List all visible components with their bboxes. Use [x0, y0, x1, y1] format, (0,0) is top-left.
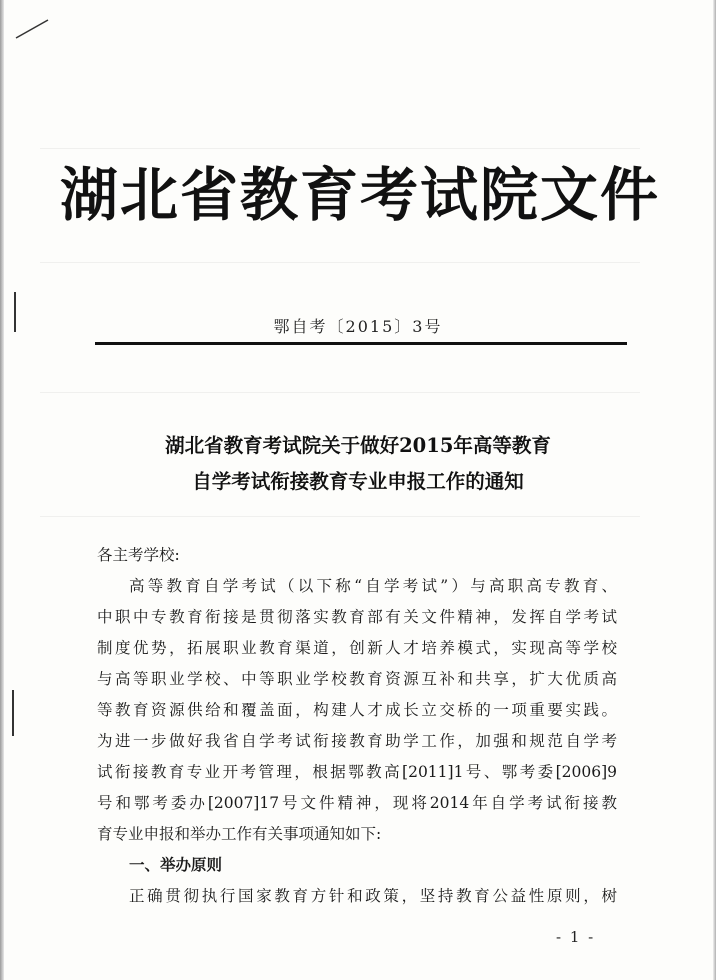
body-paragraph-line: 与高等职业学校、中等职业学校教育资源互补和共享，扩大优质高 [97, 670, 617, 688]
corner-scratch-mark [14, 16, 54, 40]
body-paragraph-line: 等教育资源供给和覆盖面，构建人才成长立交桥的一项重要实践。 [97, 701, 617, 719]
body-paragraph-line: 试衔接教育专业开考管理，根据鄂教高[2011]1号、鄂考委[2006]9 [97, 763, 617, 781]
body-paragraph-line: 制度优势，拓展职业教育渠道，创新人才培养模式，实现高等学校 [97, 639, 617, 657]
body-paragraph-line: 育专业申报和举办工作有关事项通知如下: [97, 825, 382, 843]
scan-bleed-line [40, 148, 640, 149]
page-number: - 1 - [556, 928, 596, 946]
notice-title-line: 自学考试衔接教育专业申报工作的通知 [192, 470, 524, 493]
header-divider-rule [95, 342, 627, 345]
body-paragraph-line: 高等教育自学考试（以下称“自学考试”）与高职高专教育、 [129, 577, 617, 595]
document-number: 鄂自考〔2015〕3号 [273, 317, 443, 336]
margin-binding-mark [12, 690, 14, 736]
scan-bleed-line [40, 392, 640, 393]
scan-bleed-line [40, 262, 640, 263]
salutation: 各主考学校: [97, 546, 180, 564]
section-heading: 一、举办原则 [129, 856, 223, 874]
document-header-title: 湖北省教育考试院文件 [60, 161, 661, 229]
notice-title-line: 湖北省教育考试院关于做好2015年高等教育 [165, 434, 551, 457]
body-paragraph-line: 为进一步做好我省自学考试衔接教育助学工作，加强和规范自学考 [97, 732, 617, 750]
notice-title [0, 428, 716, 500]
document-body [97, 540, 617, 912]
scan-bleed-line [40, 516, 640, 517]
body-paragraph-line: 号和鄂考委办[2007]17号文件精神，现将2014年自学考试衔接教 [97, 794, 617, 812]
body-paragraph-line: 正确贯彻执行国家教育方针和政策，坚持教育公益性原则，树 [129, 887, 617, 905]
body-paragraph-line: 中职中专教育衔接是贯彻落实教育部有关文件精神，发挥自学考试 [97, 608, 617, 626]
